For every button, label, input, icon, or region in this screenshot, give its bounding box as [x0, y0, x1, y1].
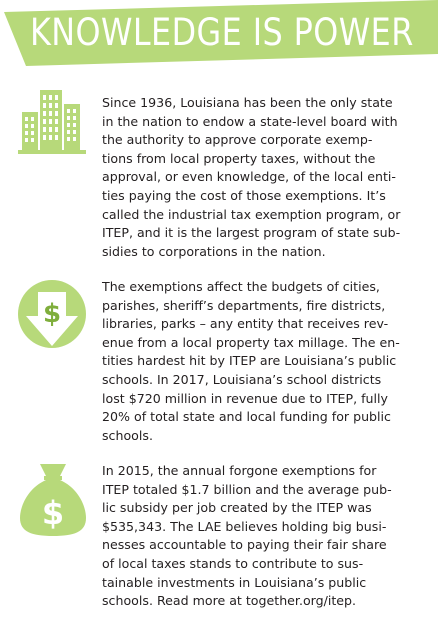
- section-impact: [0, 276, 438, 446]
- svg-text:$: $: [42, 299, 62, 329]
- svg-text:$: $: [41, 494, 65, 532]
- section-impact-text: The exemptions affect the budgets of cities, parishes, sheriff’s departments, fire districts, libraries, parks – any entity that receives rev- enue from a local property tax millage. The en- tities hardest hit by ITEP are Louisiana’s public schools. In 2017, Louisiana’s school districts lost $720 million in revenue due to ITEP, fully 20% of total state and local funding for public schools.: [102, 279, 400, 443]
- money-bag-icon: [18, 462, 88, 538]
- buildings-icon: [16, 90, 92, 156]
- section-history: [0, 90, 438, 259]
- header-banner: [0, 0, 438, 68]
- page-title: KNOWLEDGE IS POWER: [30, 11, 414, 54]
- section-cost: [0, 462, 438, 612]
- dollar-down-arrow-icon: [14, 280, 94, 352]
- section-cost-text: In 2015, the annual forgone exemptions for ITEP totaled $1.7 billion and the average pub- lic subsidy per job created by the ITEP was $535,343. The LAE believes holding big busi- nesses accountable to paying their fair share of local taxes stands to contribute to sus- tainable investments in Louisiana’s public schools. Read more at together.org/itep.: [102, 463, 392, 609]
- section-history-text: Since 1936, Louisiana has been the only state in the nation to endow a state-level board with the authority to approve corporate exemp- tions from local property taxes, without the approval, or even knowledge, of the local enti- ties paying the cost of those exemptions. It’s called the industrial tax exemption program, or ITEP, and it is the largest program of state sub- sidies to corporations in the nation.: [102, 95, 401, 259]
